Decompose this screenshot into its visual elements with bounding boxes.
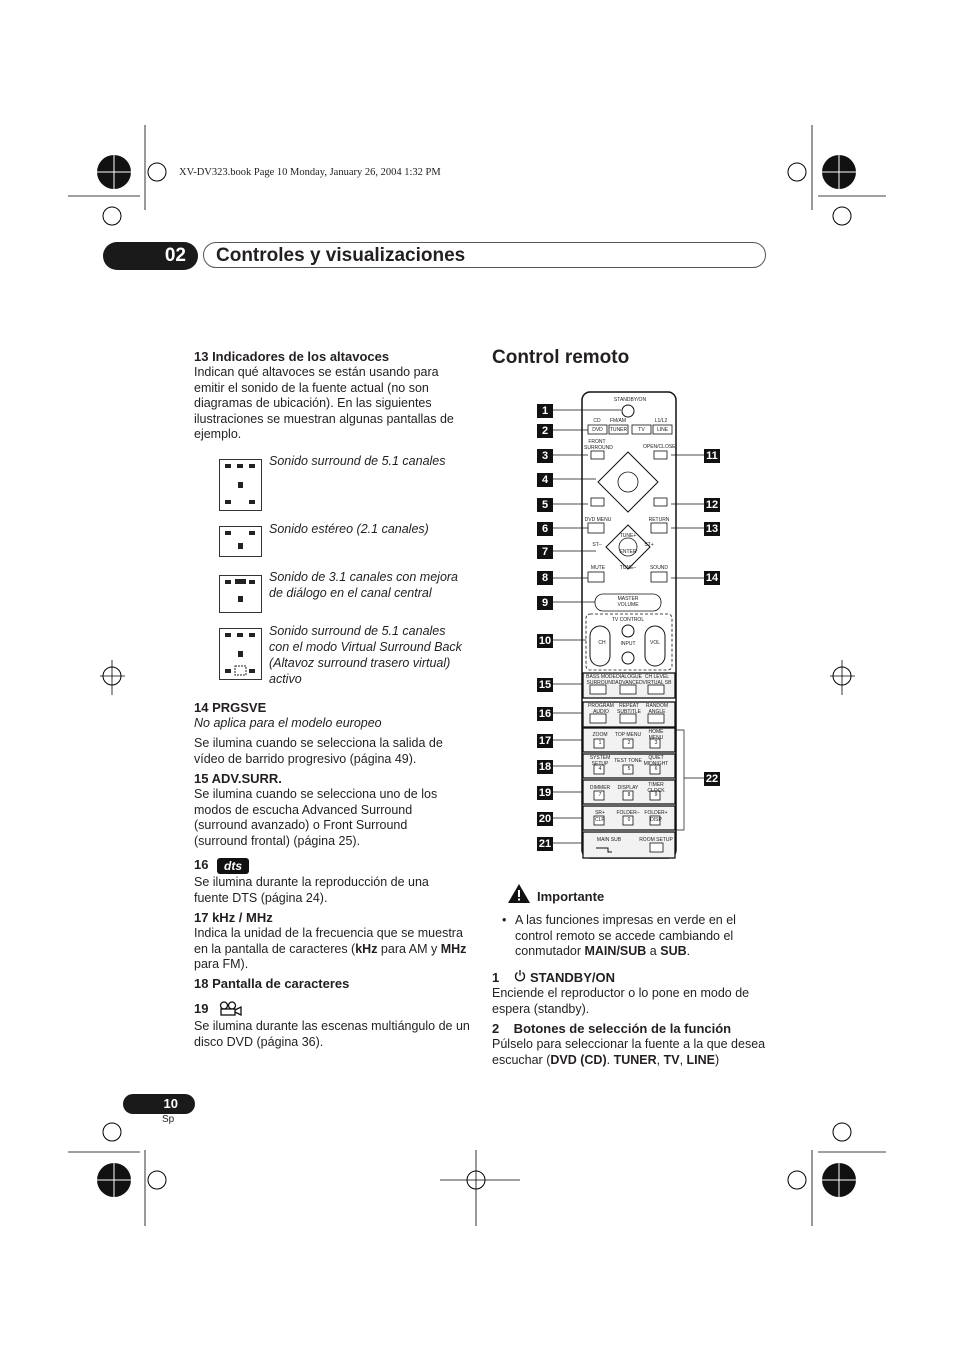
item15-body: Se ilumina cuando se selecciona uno de los modos de escucha Advanced Surround (surround avanzado) o Front Surround (surround frontal) (página 25). [194,787,438,848]
remote-l1l2-label: L1/L2 [654,418,668,424]
remote-digit-6: 6 [654,766,658,772]
remote-folder-minus-label: FOLDER– [616,810,640,816]
dts-logo: dts [217,858,249,874]
item1-number: 1 [492,970,500,985]
callout-20: 20 [538,813,552,825]
remote-program-label: PROGRAM AUDIO [588,703,614,715]
item1-body: Enciende el reproductor o lo pone en modo de espera (standby). [492,986,750,1016]
callout-16: 16 [538,708,552,720]
language-code: Sp [162,1114,175,1125]
item14-body: Se ilumina cuando se selecciona la salida de vídeo de barrido progresivo (página 49). [194,736,443,766]
remote-digit-2: 2 [627,740,631,746]
remote-tune-up-label: TUNE+ [619,533,637,539]
remote-st-plus-label: ST+ [644,542,654,548]
callout-12: 12 [705,499,719,511]
callout-9: 9 [537,596,553,610]
callout-10: 10 [538,635,552,647]
speaker-caption-3: Sonido de 3.1 canales con mejora de diálogo en el canal central [269,570,459,600]
callout-22: 22 [705,773,719,785]
remote-tv-button: TV [638,427,645,433]
remote-open-close-label: OPEN/CLOSE [643,444,676,450]
remote-vol-label: VOL [649,640,660,646]
remote-folder-plus-label: FOLDER+ [644,810,668,816]
item16-body: Se ilumina durante la reproducción de una fuente DTS (página 24). [194,875,429,905]
page-number: 10 [123,1094,195,1114]
callout-13: 13 [705,523,719,535]
remote-clr: CLR [594,817,605,823]
speaker-caption-1: Sonido surround de 5.1 canales [269,454,446,468]
camera-icon [218,1001,244,1016]
remote-sr-label: SR+ [595,810,605,816]
callout-8: 8 [537,571,553,585]
section-title: Control remoto [492,347,630,368]
speaker-diagram-3.1 [219,575,262,613]
callout-21: 21 [538,838,552,850]
remote-dvd-button: DVD [592,427,603,433]
callout-1: 1 [537,404,553,418]
remote-tuner-button: TUNER [609,427,628,433]
remote-sound-label: SOUND [649,565,669,571]
remote-digit-3: 3 [654,740,658,746]
remote-mute-label: MUTE [590,565,606,571]
remote-cd-label: CD [593,418,601,424]
item14-note: No aplica para el modelo europeo [194,716,382,730]
callout-19: 19 [538,787,552,799]
callout-5: 5 [537,498,553,512]
chapter-title: Controles y visualizaciones [203,242,766,268]
item17-body: Indica la unidad de la frecuencia que se muestra en la pantalla de caracteres (kHz para AM y MHz para FM). [194,926,467,972]
remote-digit-0: 0 [627,817,631,823]
remote-main-sub-label: MAIN SUB [596,837,622,843]
remote-ch-level-label: CH LEVEL VIRTUAL SB [642,674,672,686]
remote-tv-control-label: TV CONTROL [611,617,645,623]
remote-repeat-label: REPEAT SUBTITLE [617,703,641,715]
remote-st-minus-label: ST– [592,542,602,548]
remote-standby-label: STANDBY/ON [613,397,647,403]
remote-digit-1: 1 [598,740,602,746]
remote-ch-label: CH [598,640,606,646]
speaker-diagram-5.1 [219,459,262,511]
remote-system-setup-label: SYSTEM SETUP [589,755,611,767]
remote-digit-7: 7 [598,792,602,798]
remote-top-menu-label: TOP MENU [614,732,642,738]
power-icon [514,969,526,982]
remote-tune-down-label: TUNE– [619,565,637,571]
remote-return-label: RETURN [648,517,670,523]
item16-heading: 16 [194,857,209,872]
speaker-diagram-5.1-vsb [219,628,262,680]
remote-zoom-label: ZOOM [592,732,608,738]
callout-18: 18 [538,761,552,773]
item19-body: Se ilumina durante las escenas multiángulo de un disco DVD (página 36). [194,1019,470,1049]
remote-enter-label: ENTER [619,549,637,555]
remote-digit-8: 8 [627,792,631,798]
callout-11: 11 [704,449,720,463]
important-bullet: • [502,913,507,927]
remote-digit-5: 5 [627,766,631,772]
item1-heading: STANDBY/ON [530,970,615,985]
remote-dvd-menu-label: DVD MENU [584,517,612,523]
speaker-caption-4: Sonido surround de 5.1 canales con el modo Virtual Surround Back (Altavoz surround trasero virtual) activo [269,624,462,686]
callout-7: 7 [537,545,553,559]
important-heading: Importante [537,889,605,904]
callout-14: 14 [705,572,719,584]
remote-fmam-label: FM/AM [609,418,627,424]
item13-body: Indican qué altavoces se están usando para emitir el sonido de la fuente actual (no son diagramas de ubicación). En las siguientes ilustraciones se muestran algunas pantallas de ejemplo. [194,365,454,442]
remote-digit-9: 9 [654,792,658,798]
item15-heading: 15 ADV.SURR. [194,771,282,786]
remote-master-volume-label: MASTER VOLUME [617,596,639,608]
remote-line-button: LINE [656,427,669,433]
callout-15: 15 [538,679,552,691]
item2-body: Púlselo para seleccionar la fuente a la que desea escuchar (DVD (CD). TUNER, TV, LINE) [492,1037,766,1067]
remote-test-tone-label: TEST TONE [614,758,642,764]
callout-17: 17 [538,735,552,747]
remote-dimmer-label: DIMMER [589,785,611,791]
callout-3: 3 [537,449,553,463]
warning-icon [507,883,531,904]
remote-digit-4: 4 [598,766,602,772]
remote-front-surround-label: FRONT SURROUND [584,439,613,451]
remote-timer-label: TIMER CLOCK [647,782,665,794]
speaker-diagram-2.1 [219,526,262,557]
remote-home-menu-label: HOME MENU [648,729,664,741]
remote-input-label: INPUT [620,641,636,647]
remote-dialogue-label: DIALOGUE ADVANCED [615,674,643,686]
item18-heading: 18 Pantalla de caracteres [194,976,350,991]
remote-random-label: RANDOM ANGLE [645,703,669,715]
item13-heading: 13 Indicadores de los altavoces [194,349,390,364]
remote-disp: DISP [650,817,662,823]
callout-4: 4 [537,473,553,487]
chapter-number: 02 [103,242,198,270]
item14-heading: 14 PRGSVE [194,700,267,715]
remote-room-setup-label: ROOM SETUP [639,837,673,843]
speaker-caption-2: Sonido estéreo (2.1 canales) [269,522,429,536]
remote-display-label: DISPLAY [617,785,639,791]
book-header: XV-DV323.book Page 10 Monday, January 26, 2004 1:32 PM [179,167,441,178]
item19-heading: 19 [194,1001,209,1016]
remote-bass-mode-label: BASS MODE SURROUND [586,674,616,686]
callout-2: 2 [537,424,553,438]
callout-6: 6 [537,522,553,536]
item2-heading: 2 Botones de selección de la función [492,1021,732,1036]
important-body: A las funciones impresas en verde en el control remoto se accede cambiando el conmutador MAIN/SUB a SUB. [515,913,736,959]
remote-quiet-label: QUIET MIDNIGHT [643,755,669,767]
item17-heading: 17 kHz / MHz [194,910,273,925]
